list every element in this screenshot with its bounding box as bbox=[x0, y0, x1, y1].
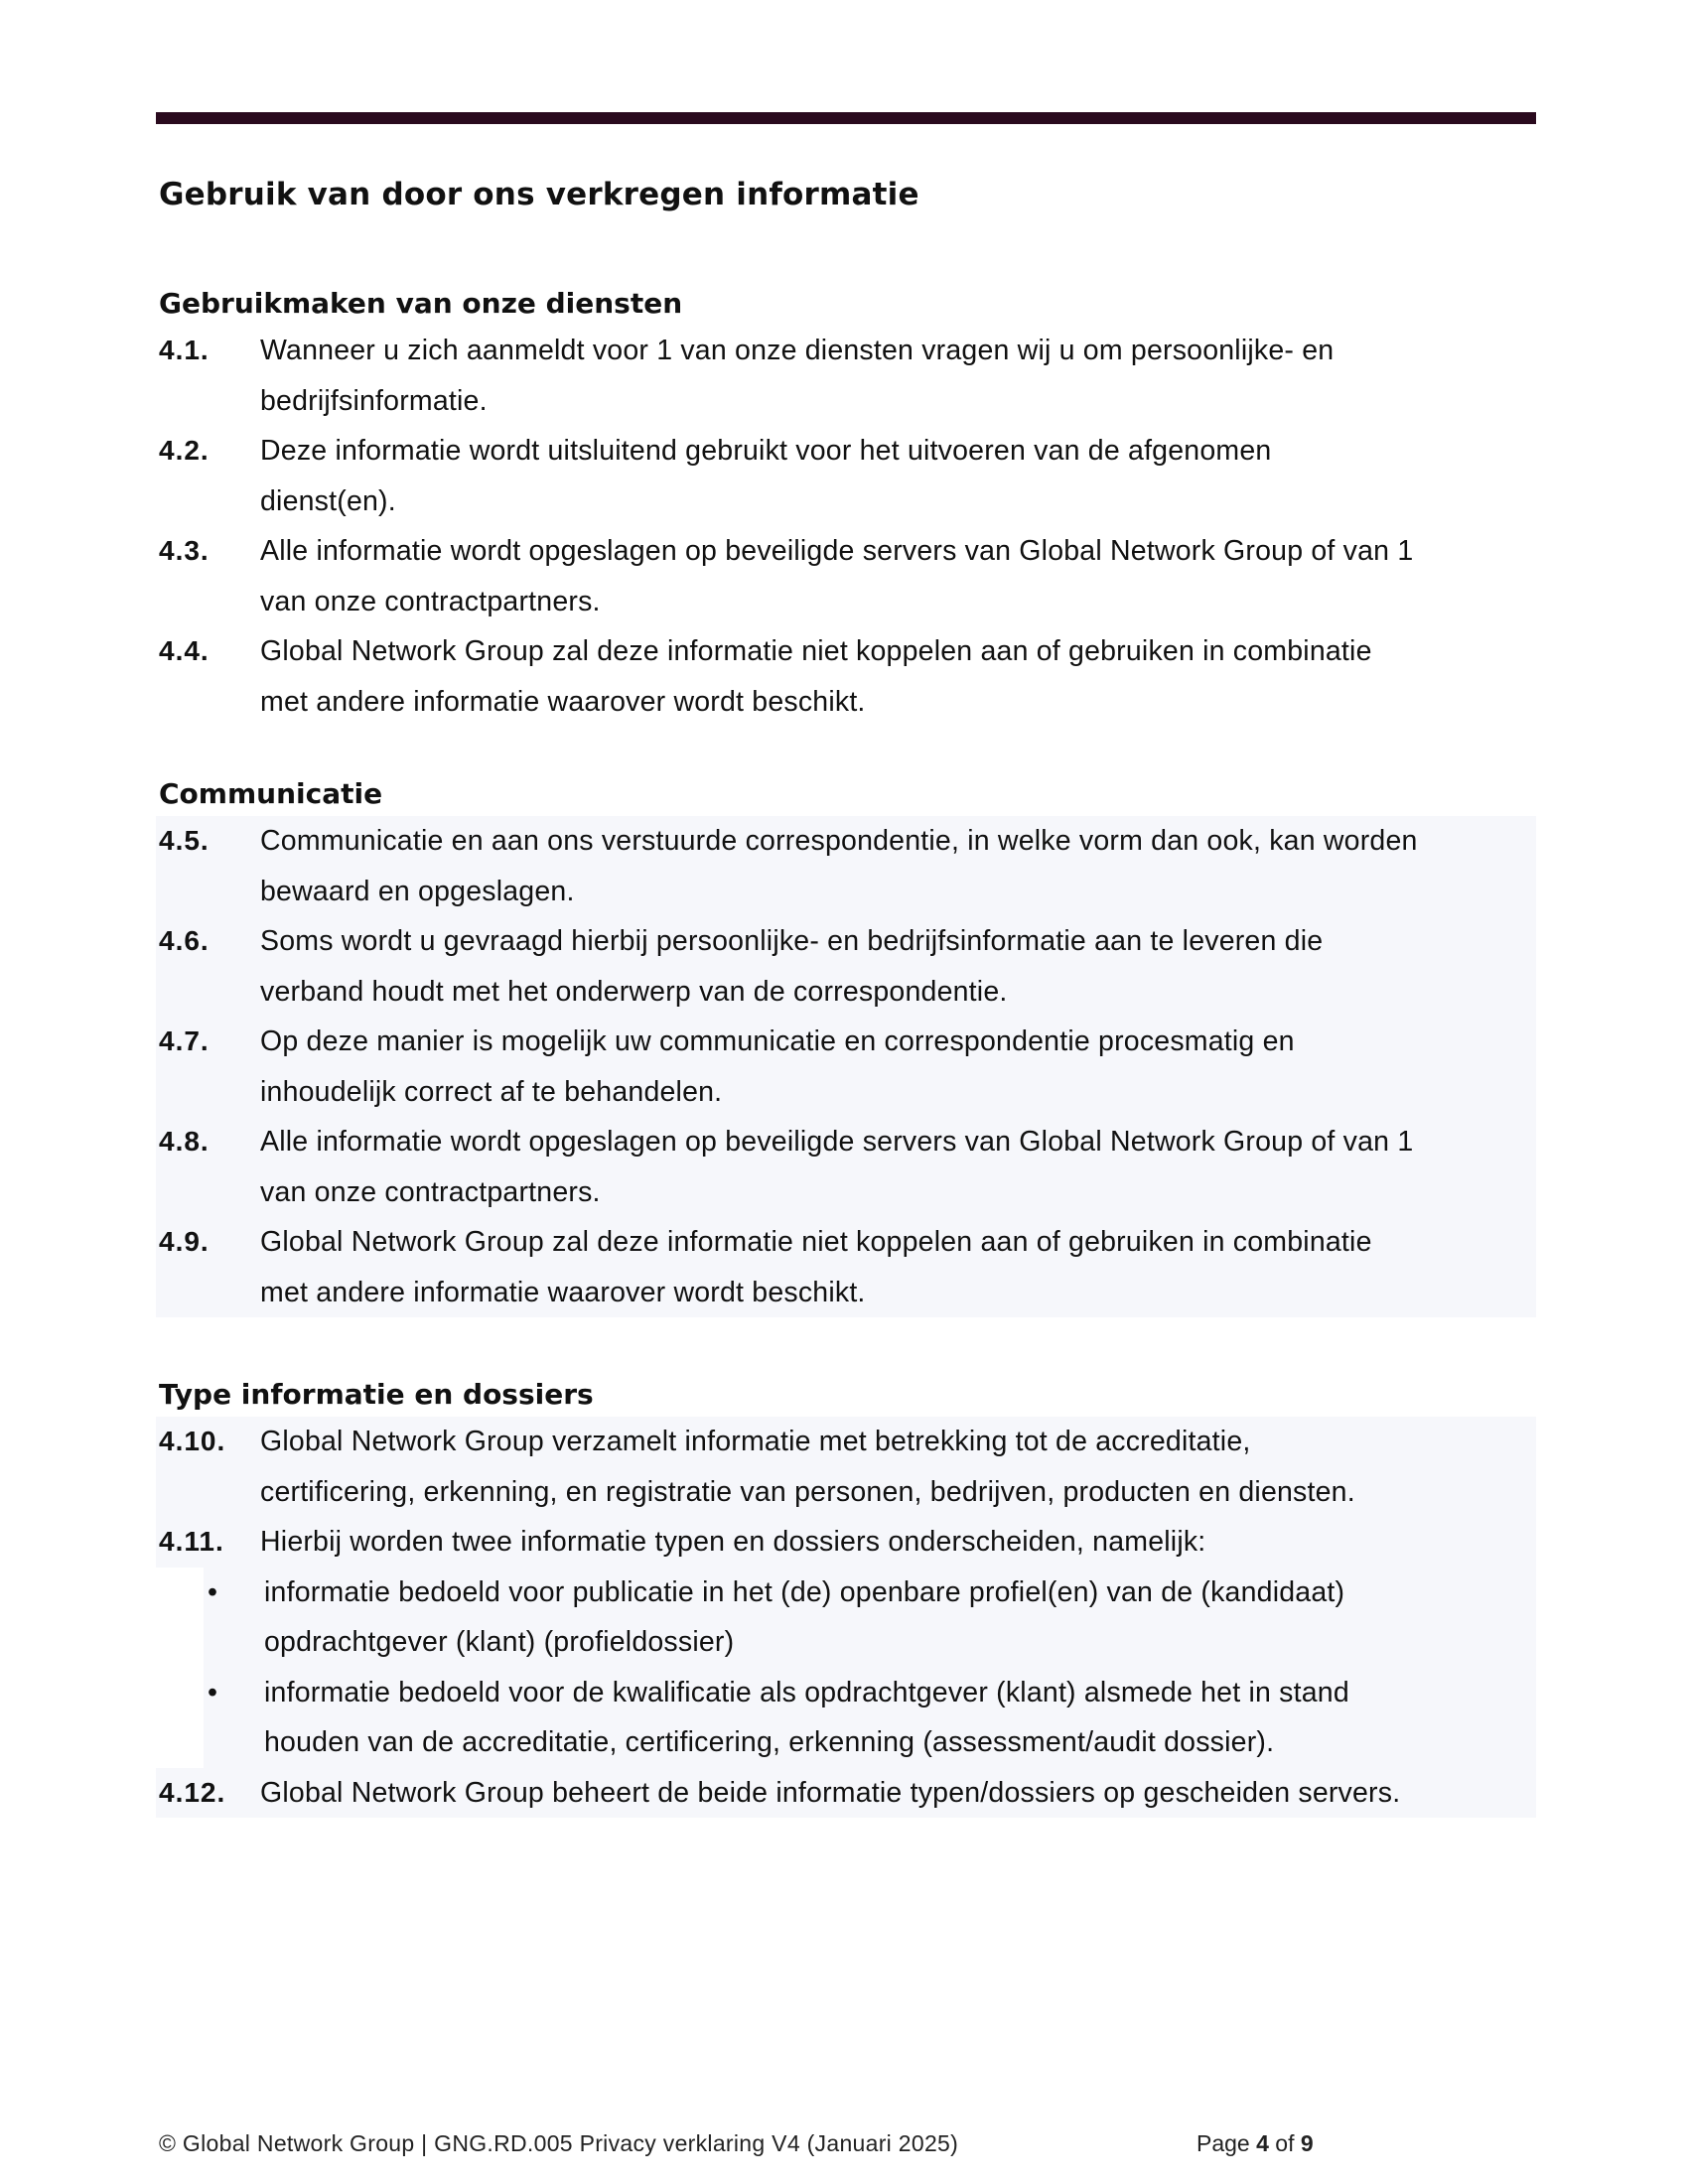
bullet-icon: • bbox=[208, 1676, 218, 1708]
item-number: 4.11. bbox=[159, 1526, 224, 1557]
footer-copyright: © Global Network Group | GNG.RD.005 Privacy verklaring V4 (Januari 2025) bbox=[159, 2130, 959, 2156]
bullet-list bbox=[204, 1568, 1536, 1768]
item-text: Communicatie en aan ons verstuurde correspondentie, in welke vorm dan ook, kan worden bewaard en opgeslagen. bbox=[260, 825, 1418, 907]
item-text: Hierbij worden twee informatie typen en dossiers onderscheiden, namelijk: bbox=[260, 1526, 1206, 1558]
item-number: 4.4. bbox=[159, 635, 210, 666]
section-communicatie bbox=[156, 772, 1536, 1317]
item-number: 4.1. bbox=[159, 335, 210, 365]
list-item bbox=[156, 626, 1536, 727]
item-text: Global Network Group zal deze informatie niet koppelen aan of gebruiken in combinatie met andere informatie waarover wordt beschikt. bbox=[260, 1226, 1372, 1308]
item-text: Alle informatie wordt opgeslagen op beveiligde servers van Global Network Group of van 1 van onze contractpartners. bbox=[260, 1126, 1414, 1208]
list-item bbox=[156, 916, 1536, 1017]
section-heading: Gebruikmaken van onze diensten bbox=[159, 287, 683, 320]
list-item bbox=[156, 816, 1536, 916]
item-text: Alle informatie wordt opgeslagen op beveiligde servers van Global Network Group of van 1 van onze contractpartners. bbox=[260, 535, 1414, 617]
section-type-informatie bbox=[156, 1373, 1536, 1818]
item-number: 4.12. bbox=[159, 1776, 226, 1808]
item-text: Soms wordt u gevraagd hierbij persoonlijke- en bedrijfsinformatie aan te leveren die verband houdt met het onderwerp van de correspondentie. bbox=[260, 925, 1324, 1008]
item-number: 4.7. bbox=[159, 1025, 210, 1056]
item-text: Global Network Group zal deze informatie niet koppelen aan of gebruiken in combinatie met andere informatie waarover wordt beschikt. bbox=[260, 635, 1372, 718]
header-rule bbox=[156, 112, 1536, 124]
item-text: Wanneer u zich aanmeldt voor 1 van onze diensten vragen wij u om persoonlijke- en bedrijfsinformatie. bbox=[260, 335, 1335, 417]
list-item bbox=[156, 426, 1536, 526]
item-text: Global Network Group beheert de beide informatie typen/dossiers op gescheiden servers. bbox=[260, 1776, 1401, 1809]
bullet-item bbox=[204, 1568, 1536, 1668]
section-diensten bbox=[156, 282, 1536, 727]
item-number: 4.3. bbox=[159, 535, 210, 566]
list-item bbox=[156, 1217, 1536, 1317]
item-number: 4.10. bbox=[159, 1426, 226, 1456]
item-list bbox=[156, 326, 1536, 727]
list-item bbox=[156, 526, 1536, 626]
item-list bbox=[156, 1417, 1536, 1568]
item-text: Op deze manier is mogelijk uw communicatie en correspondentie procesmatig en inhoudelijk correct af te behandelen. bbox=[260, 1025, 1295, 1108]
item-list bbox=[156, 816, 1536, 1317]
item-list bbox=[156, 1768, 1536, 1819]
list-item bbox=[156, 1117, 1536, 1217]
item-text: Global Network Group verzamelt informatie met betrekking tot de accreditatie, certificering, erkenning, en registratie van personen, bedrijven, producten en diensten. bbox=[260, 1426, 1355, 1508]
page-title: Gebruik van door ons verkregen informatie bbox=[159, 177, 919, 212]
item-number: 4.5. bbox=[159, 825, 210, 856]
section-heading: Communicatie bbox=[159, 777, 383, 810]
item-number: 4.6. bbox=[159, 925, 210, 956]
list-item bbox=[156, 1517, 1536, 1568]
bullet-icon: • bbox=[208, 1575, 218, 1608]
list-item bbox=[156, 1417, 1536, 1517]
item-number: 4.9. bbox=[159, 1226, 210, 1257]
item-number: 4.2. bbox=[159, 435, 210, 466]
list-item bbox=[156, 1768, 1536, 1819]
item-number: 4.8. bbox=[159, 1126, 210, 1157]
bullet-item bbox=[204, 1668, 1536, 1768]
bullet-text: informatie bedoeld voor publicatie in het (de) openbare profiel(en) van de (kandidaat) opdrachtgever (klant) (profieldossier) bbox=[264, 1575, 1345, 1658]
list-item bbox=[156, 326, 1536, 426]
list-item bbox=[156, 1017, 1536, 1117]
section-heading: Type informatie en dossiers bbox=[159, 1378, 594, 1411]
item-text: Deze informatie wordt uitsluitend gebruikt voor het uitvoeren van de afgenomen dienst(en). bbox=[260, 435, 1272, 517]
page-number: Page 4 of 9 bbox=[1196, 2130, 1314, 2156]
bullet-text: informatie bedoeld voor de kwalificatie als opdrachtgever (klant) alsmede het in stand houden van de accreditatie, certificering, erkenning (assessment/audit dossier). bbox=[264, 1676, 1349, 1758]
